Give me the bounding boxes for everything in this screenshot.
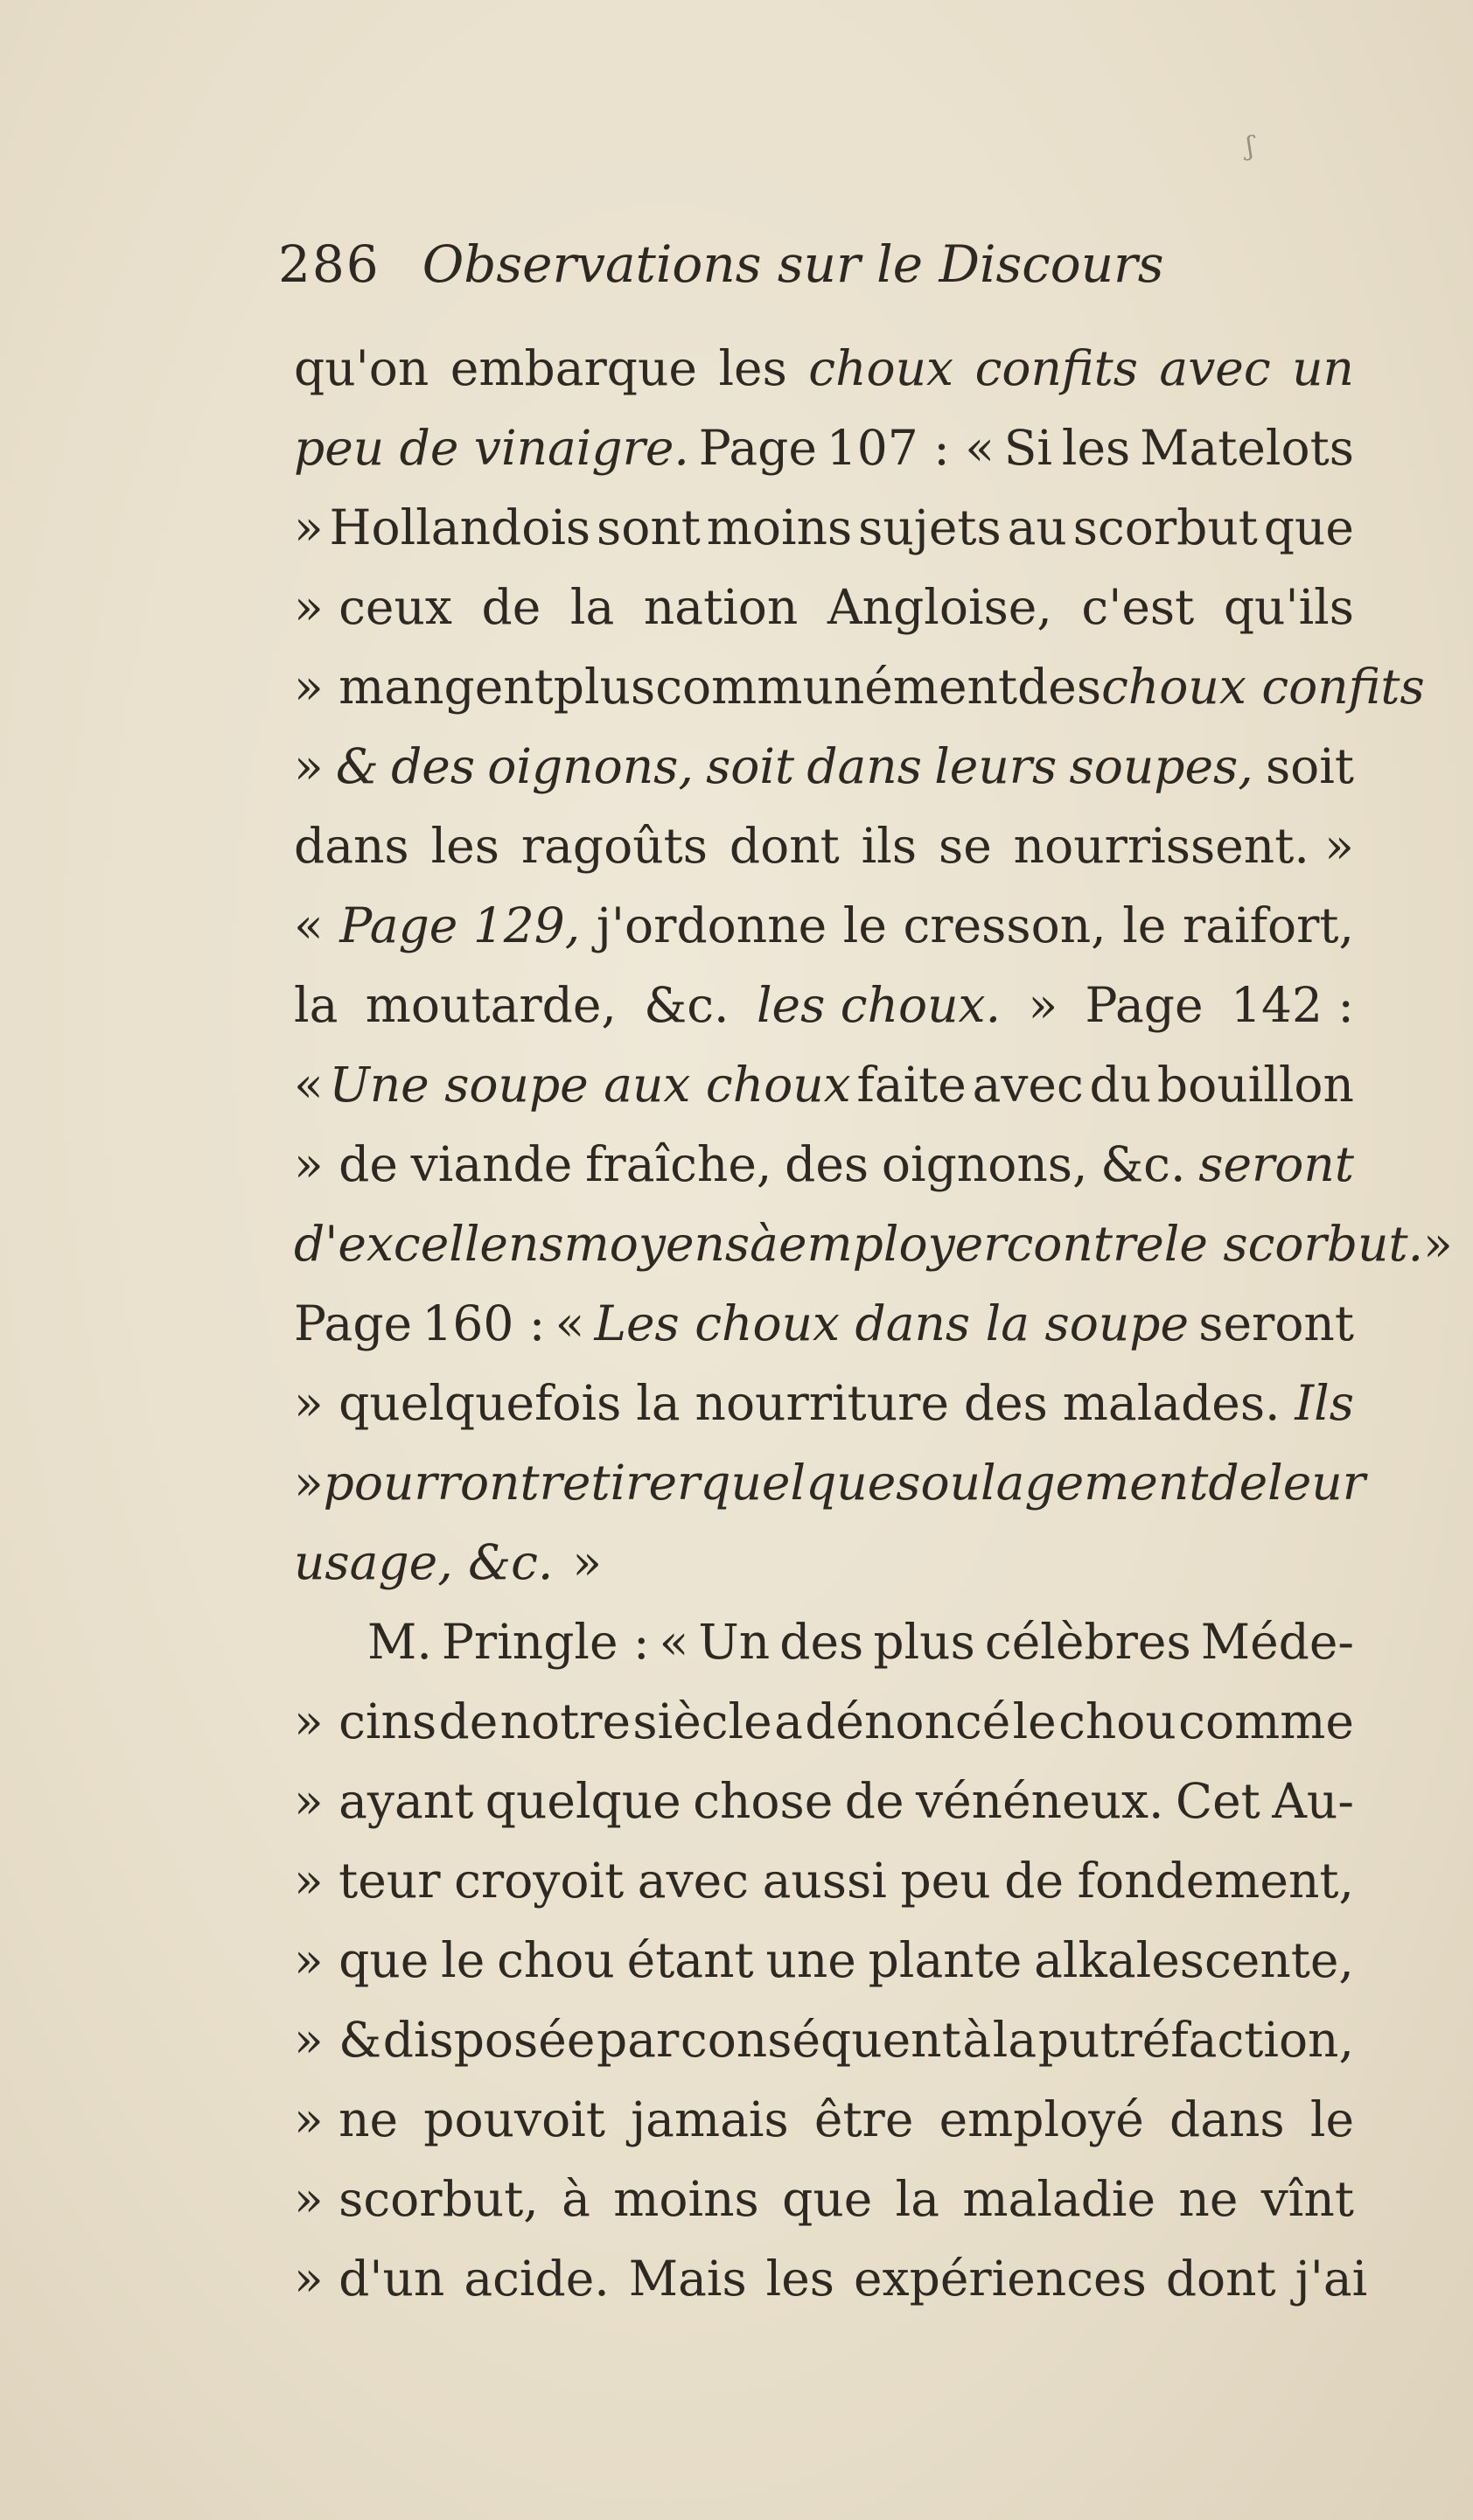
word: soupes, [1069, 738, 1253, 794]
word: avec [1159, 340, 1271, 396]
word: raifort, [1182, 897, 1354, 953]
word: étant [626, 1932, 754, 1988]
word: » teur [294, 1853, 441, 1909]
word: oignons, [881, 1136, 1088, 1192]
word: Page 129, [339, 897, 581, 953]
word: bouillon [1156, 1057, 1354, 1113]
word: comme [1178, 1693, 1354, 1749]
word: croyoit [454, 1853, 625, 1909]
text-line [294, 1284, 1354, 1364]
word: ragoûts [520, 818, 708, 874]
word: être [813, 2091, 914, 2147]
text-line [294, 1125, 1354, 1204]
word: les [718, 340, 787, 396]
word: Angloise, [827, 579, 1052, 635]
word: ils [861, 818, 918, 874]
word: plante [868, 1932, 1023, 1988]
word: chou [1058, 1693, 1176, 1749]
word: » [1028, 977, 1058, 1033]
word: des [963, 1375, 1048, 1431]
word: Si [1003, 420, 1053, 476]
word: des [779, 1614, 864, 1670]
word: ne [1178, 2171, 1239, 2227]
text-line [294, 1921, 1354, 2000]
word: » ayant [294, 1773, 474, 1829]
text-line [294, 329, 1354, 408]
word: le [842, 897, 887, 953]
text-line [294, 1602, 1354, 1682]
word: » [1423, 1216, 1453, 1272]
word: » ceux [294, 579, 452, 635]
word: « [659, 1614, 689, 1670]
word: avec [637, 1853, 749, 1909]
word: » ne [294, 2091, 399, 2147]
running-title: Observations sur le Discours [422, 234, 1164, 294]
word: leur [1267, 1455, 1365, 1511]
word: malades. [1062, 1375, 1281, 1431]
text-line [294, 1364, 1354, 1443]
paper-mark: ʃ [1246, 131, 1254, 162]
word: Page [1085, 977, 1204, 1033]
text-line [294, 488, 1354, 568]
word: dans [1169, 2091, 1285, 2147]
word: pourront [323, 1455, 540, 1511]
word: » que [294, 1932, 429, 1988]
text-line [294, 2160, 1354, 2239]
word: c'est [1081, 579, 1195, 635]
word: plus [553, 659, 656, 715]
word: 107 : « [826, 420, 995, 476]
word: &c. [644, 977, 730, 1033]
word: M. [367, 1614, 432, 1670]
word: chou [497, 1932, 615, 1988]
word: Ils [1295, 1375, 1354, 1431]
text-line [294, 568, 1354, 647]
word: du [1089, 1057, 1152, 1113]
word: nourrissent. » [1013, 818, 1354, 874]
word: à [750, 1216, 778, 1272]
text-line [294, 886, 1354, 966]
word: Au- [1272, 1773, 1354, 1829]
word: sujets [858, 499, 1002, 555]
word: retirer [539, 1455, 701, 1511]
word: embarque [450, 340, 697, 396]
word: moins [706, 499, 853, 555]
word: nourriture [695, 1375, 950, 1431]
word: le scorbut. [1163, 1216, 1424, 1272]
word: des [391, 738, 476, 794]
word: alkalescente, [1034, 1932, 1354, 1988]
body-text [294, 329, 1453, 2319]
word: plus [873, 1614, 975, 1670]
word: leurs [934, 738, 1058, 794]
word: notre [499, 1693, 632, 1749]
text-line [294, 2080, 1354, 2160]
word: j'ordonne [596, 897, 827, 953]
word: contre [1006, 1216, 1164, 1272]
word: Cet [1176, 1773, 1260, 1829]
word: oignons, [487, 738, 694, 794]
word: à [562, 2171, 590, 2227]
word: Un [698, 1614, 771, 1670]
word: seront [1198, 1136, 1354, 1192]
text-line [294, 1841, 1354, 1921]
word: chose [693, 1773, 834, 1829]
word: Matelots [1140, 420, 1354, 476]
word: peu de vinaigre. [294, 420, 689, 476]
word: 142 : [1230, 977, 1354, 1033]
word: la [636, 1375, 681, 1431]
word: faite [856, 1057, 967, 1113]
word: siècle [632, 1693, 772, 1749]
word: choux [808, 340, 954, 396]
word: 160 : [422, 1295, 546, 1351]
word: célèbres [984, 1614, 1191, 1670]
word: soit [1265, 738, 1354, 794]
word: « [294, 897, 324, 953]
word: » [294, 1455, 324, 1511]
text-line [294, 1762, 1354, 1841]
word: « [294, 1057, 324, 1113]
word: jamais [631, 2091, 789, 2147]
word: & [335, 738, 379, 794]
word: » [294, 499, 324, 555]
word: » [572, 1534, 603, 1590]
word: sont [597, 499, 701, 555]
word: » mangent [294, 659, 554, 715]
word: Page [294, 1295, 413, 1351]
word: soit [706, 738, 795, 794]
word: » cins [294, 1693, 437, 1749]
word: » scorbut, [294, 2171, 539, 2227]
word: la [895, 2171, 940, 2227]
word: Les choux dans la soupe [594, 1295, 1190, 1351]
word: confits [974, 340, 1138, 396]
word: employé [939, 2091, 1144, 2147]
word: fondement, [1077, 1853, 1354, 1909]
word: que [1263, 499, 1354, 555]
word: communément [655, 659, 1018, 715]
word: de [1004, 1853, 1064, 1909]
word: » de [294, 1136, 398, 1192]
word: de [844, 1773, 904, 1829]
word: employer [778, 1216, 1007, 1272]
word: Page [698, 420, 817, 476]
word: dénoncé [805, 1693, 1011, 1749]
page-header [278, 229, 1164, 299]
word: de [1208, 1455, 1268, 1511]
text-line [294, 2000, 1354, 2080]
word: à [962, 2012, 992, 2068]
word: soulagement [896, 1455, 1209, 1511]
word: moins [613, 2171, 759, 2227]
word: quelque [485, 1773, 681, 1829]
word: que [782, 2171, 873, 2227]
word: se [938, 818, 992, 874]
page-number: 286 [278, 234, 380, 294]
word: de [481, 579, 541, 635]
word: vînt [1260, 2171, 1354, 2227]
text-line [294, 966, 1354, 1045]
word: » & [294, 2012, 382, 2068]
word: dans [294, 818, 409, 874]
word: a [774, 1693, 803, 1749]
word: vénéneux. [916, 1773, 1164, 1829]
word: expériences [854, 2251, 1147, 2307]
word: » quelquefois [294, 1375, 622, 1431]
word: Pringle : [441, 1614, 650, 1670]
word: Une soupe aux choux [329, 1057, 851, 1113]
word: qu'on [294, 340, 429, 396]
word: &c. [1100, 1136, 1186, 1192]
word: j'ai [1295, 2251, 1368, 2307]
word: maladie [962, 2171, 1156, 2227]
text-line [294, 1045, 1354, 1125]
word: fraîche, [585, 1136, 772, 1192]
word: les choux. [756, 977, 1002, 1033]
word: acide. [464, 2251, 610, 2307]
word: moutarde, [365, 977, 617, 1033]
text-line [294, 1443, 1365, 1523]
text-line [294, 1682, 1354, 1762]
word: disposée [382, 2012, 596, 2068]
word: moyens [563, 1216, 750, 1272]
word: le [441, 1932, 485, 1988]
word: usage, &c. [294, 1534, 554, 1590]
word: le [1012, 1693, 1057, 1749]
word: une [765, 1932, 856, 1988]
word: le [1309, 2091, 1354, 2147]
word: par [596, 2012, 680, 2068]
word: quelque [700, 1455, 897, 1511]
word: la [992, 2012, 1037, 2068]
word: dans [806, 738, 922, 794]
word: » [294, 738, 324, 794]
word: peu [900, 1853, 991, 1909]
word: putréfaction, [1037, 2012, 1354, 2068]
text-line [294, 806, 1354, 886]
word: d'excellens [294, 1216, 564, 1272]
word: conséquent [680, 2012, 961, 2068]
word: seront [1198, 1295, 1354, 1351]
word: la [569, 579, 615, 635]
word: au [1007, 499, 1067, 555]
word: aussi [762, 1853, 887, 1909]
word: qu'ils [1223, 579, 1354, 635]
text-line [294, 1523, 1354, 1602]
word: dont [729, 818, 840, 874]
word: les [1061, 420, 1131, 476]
word: » d'un [294, 2251, 445, 2307]
text-line [294, 2239, 1368, 2319]
word: cresson, [903, 897, 1106, 953]
word: choux confits [1101, 659, 1425, 715]
text-line [294, 727, 1354, 806]
word: le [1122, 897, 1167, 953]
word: la [294, 977, 339, 1033]
word: des [1017, 659, 1102, 715]
word: Mais [628, 2251, 747, 2307]
text-line [294, 1204, 1453, 1284]
word: dont [1165, 2251, 1276, 2307]
word: Hollandois [329, 499, 591, 555]
word: viande [410, 1136, 573, 1192]
word: un [1292, 340, 1354, 396]
word: nation [643, 579, 799, 635]
word: scorbut [1072, 499, 1258, 555]
word: les [430, 818, 499, 874]
text-line [294, 647, 1425, 727]
word: « [555, 1295, 585, 1351]
word: des [785, 1136, 869, 1192]
word: pouvoit [423, 2091, 605, 2147]
word: Méde- [1200, 1614, 1354, 1670]
text-line [294, 408, 1354, 488]
word: de [438, 1693, 499, 1749]
word: avec [972, 1057, 1084, 1113]
word: les [765, 2251, 835, 2307]
